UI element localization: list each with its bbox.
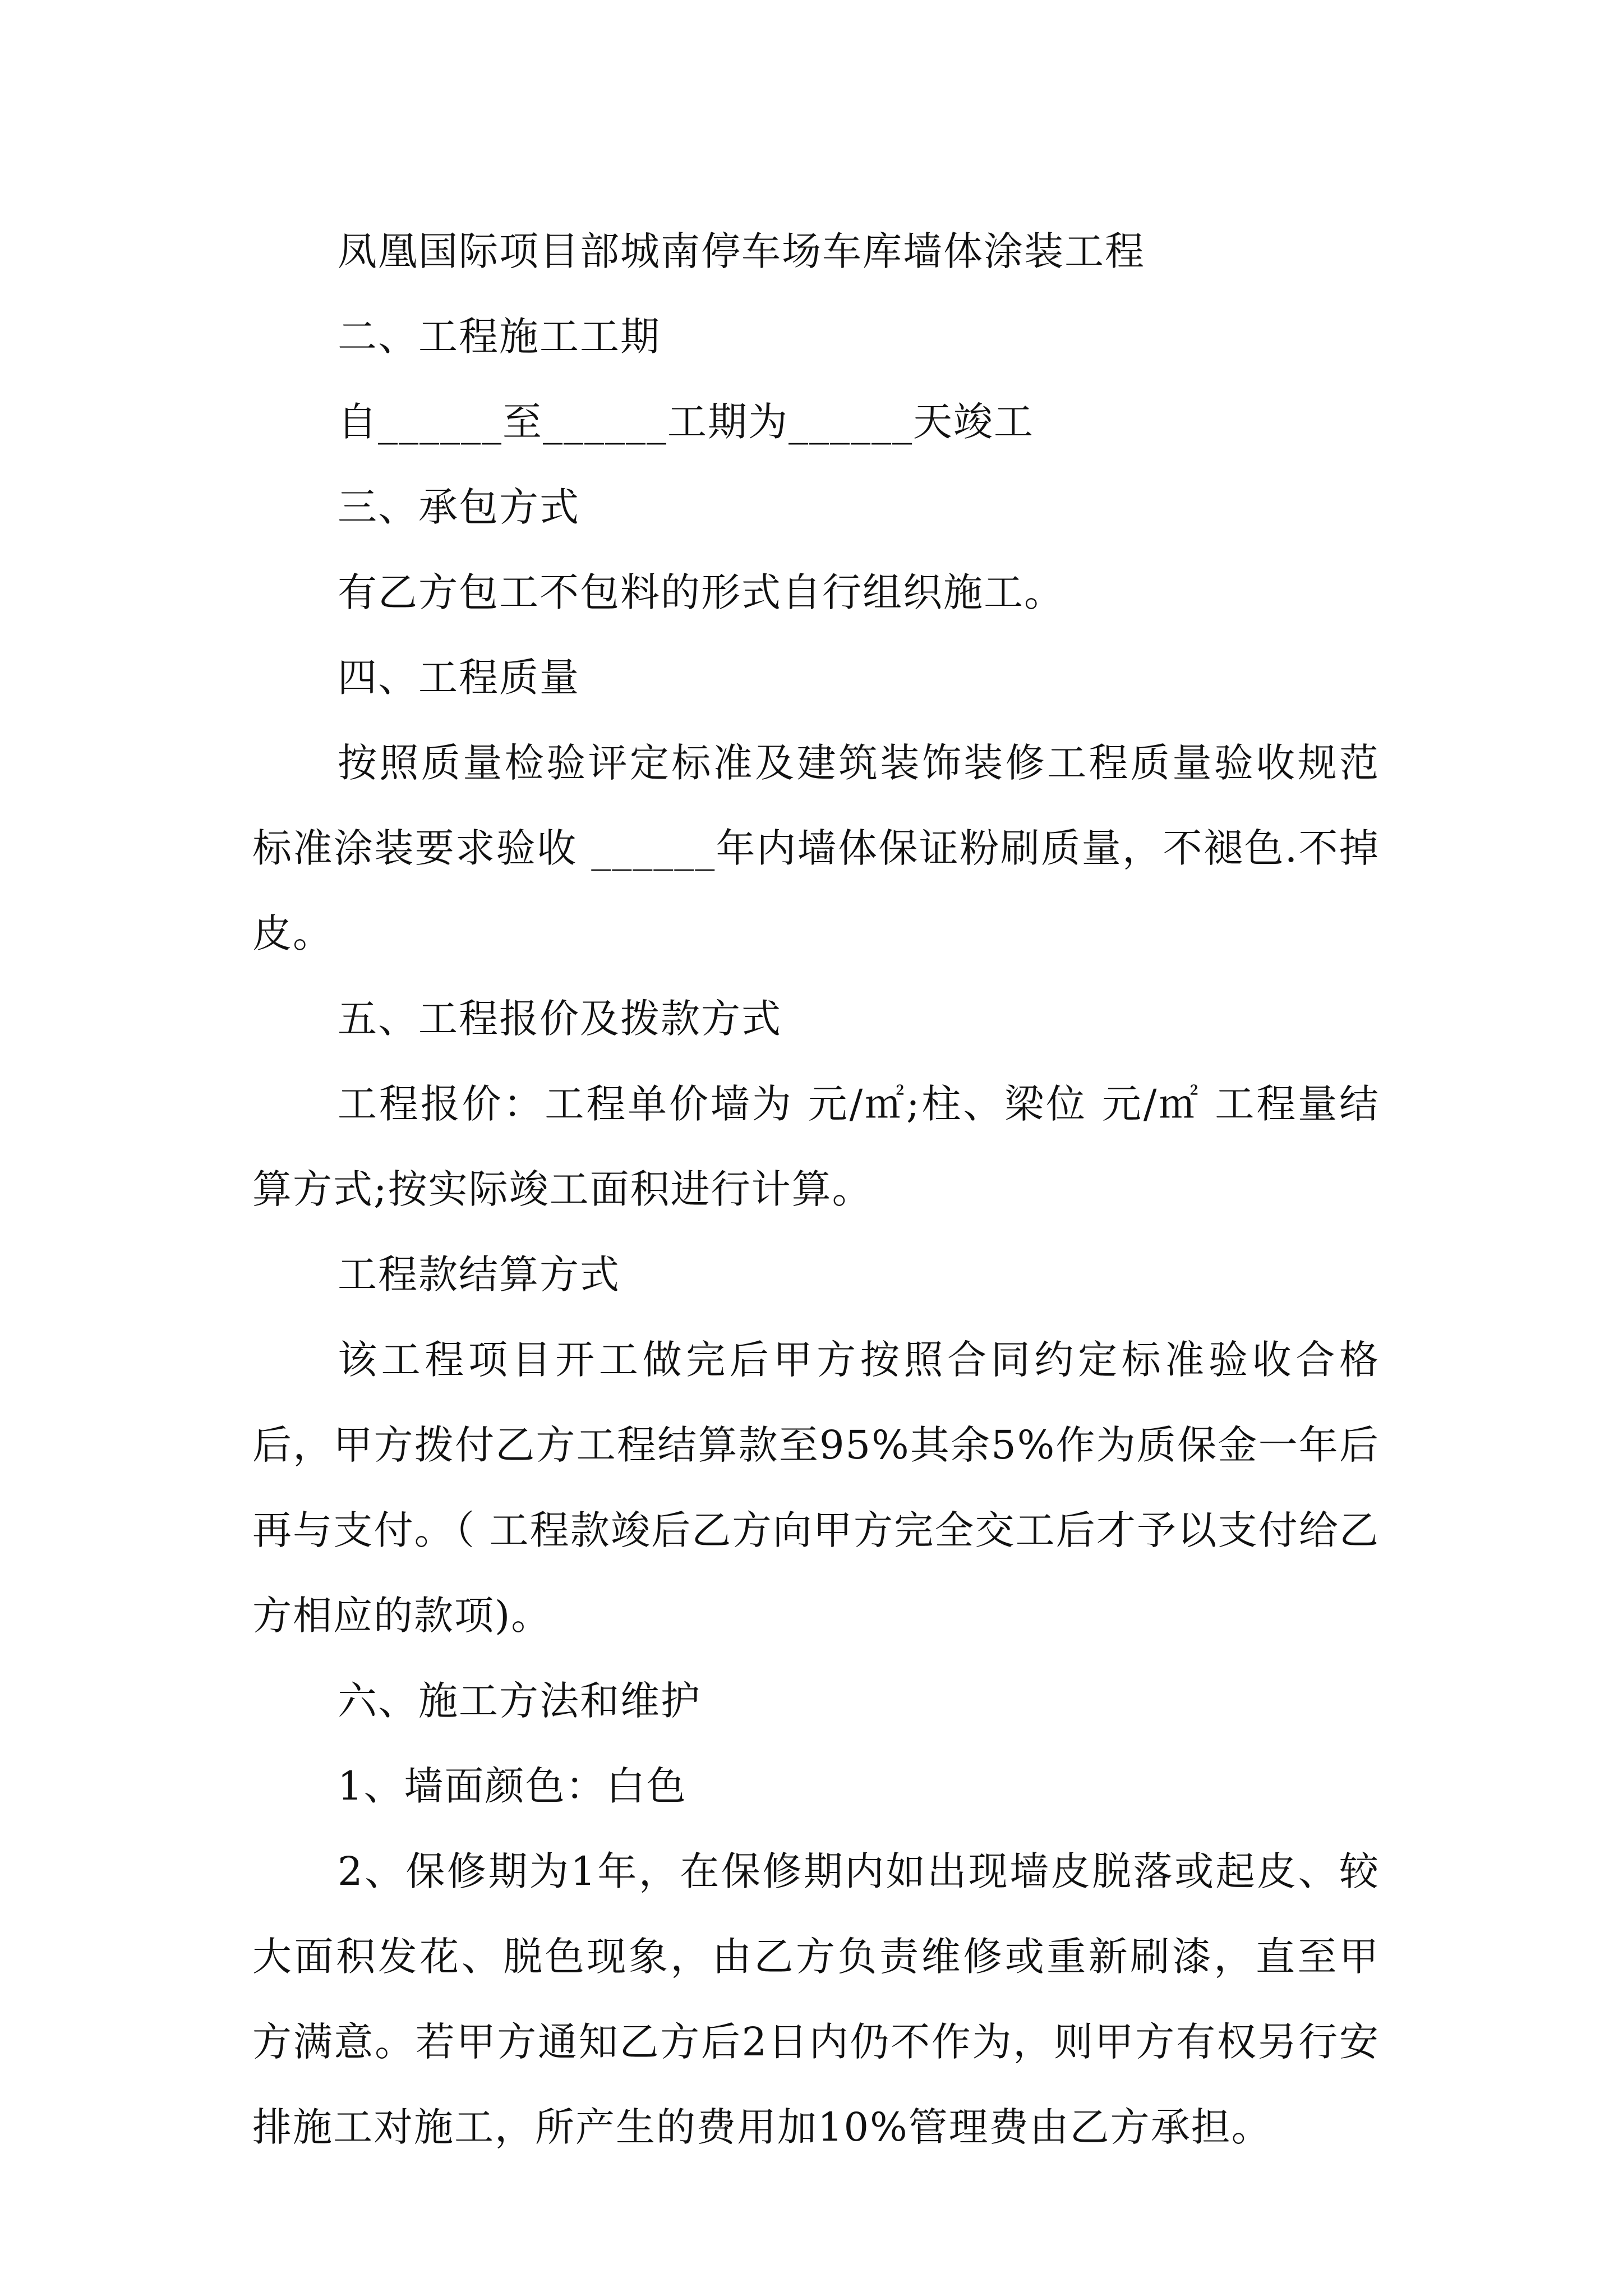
paragraph-wall-color: 1、墙面颜色：白色 <box>338 1763 687 1809</box>
heading-construction-period: 二、工程施工工期 <box>338 314 661 360</box>
paragraph-project-title: 凤凰国际项目部城南停车场车库墙体涂装工程 <box>338 228 1145 274</box>
heading-settlement: 工程款结算方式 <box>338 1251 620 1297</box>
paragraph-period-dates: 自______至______工期为______天竣工 <box>338 399 1034 445</box>
paragraph-quality: 按照质量检验评定标准及建筑装饰装修工程质量验收规范标准涂装要求验收 ______年内墙体保证粉刷质量，不褪色.不掉皮。 <box>252 740 1380 956</box>
document-body <box>252 209 1380 2170</box>
heading-contract-method: 三、承包方式 <box>338 484 580 530</box>
paragraph-contract-method: 有乙方包工不包料的形式自行组织施工。 <box>338 569 1064 615</box>
heading-method-maintenance: 六、施工方法和维护 <box>338 1678 701 1724</box>
paragraph-quotation: 工程报价：工程单价墙为 元/㎡;柱、梁位 元/㎡ 工程量结算方式;按实际竣工面积进行计算。 <box>252 1081 1380 1212</box>
heading-quotation-payment: 五、工程报价及拨款方式 <box>338 996 782 1042</box>
paragraph-settlement: 该工程项目开工做完后甲方按照合同约定标准验收合格后，甲方拨付乙方工程结算款至95%其余5%作为质保金一年后再与支付。（ 工程款竣后乙方向甲方完全交工后才予以支付给乙方相应的款项)。 <box>252 1337 1380 1639</box>
paragraph-warranty: 2、保修期为1年，在保修期内如出现墙皮脱落或起皮、较大面积发花、脱色现象，由乙方负责维修或重新刷漆，直至甲方满意。若甲方通知乙方后2日内仍不作为，则甲方有权另行安排施工对施工，所产生的费用加10%管理费由乙方承担。 <box>252 1848 1380 2150</box>
heading-quality: 四、工程质量 <box>338 655 580 701</box>
